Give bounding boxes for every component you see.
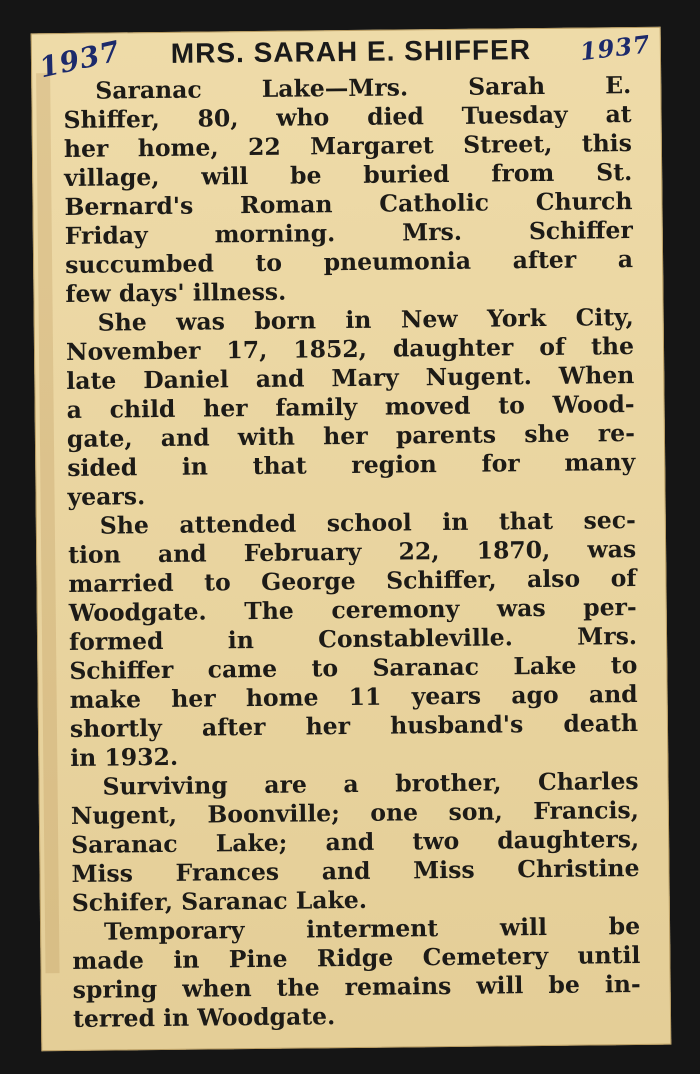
paragraph-4 bbox=[70, 767, 639, 918]
text-line: a child her family moved to Wood- bbox=[66, 390, 635, 424]
paper-stain bbox=[36, 73, 59, 973]
text-line: her home, 22 Margaret Street, this bbox=[63, 129, 633, 163]
text-line: Saranac Lake; and two daughters, bbox=[71, 824, 640, 859]
text-line: Schiffer came to Saranac Lake to bbox=[69, 651, 638, 685]
text-line: Woodgate. The ceremony was per- bbox=[68, 593, 637, 627]
text-line: Miss Frances and Miss Christine bbox=[71, 853, 640, 888]
text-line: Saranac Lake—Mrs. Sarah E. bbox=[95, 71, 632, 105]
text-line: succumbed to pneumonia after a bbox=[64, 245, 634, 279]
paragraph-1 bbox=[63, 71, 633, 309]
handwritten-year-left: 1937 bbox=[36, 34, 124, 85]
text-line: She attended school in that sec- bbox=[99, 506, 636, 540]
text-line: Bernard's Roman Catholic Church bbox=[64, 187, 633, 221]
headline: MRS. SARAH E. SHIFFER bbox=[170, 34, 532, 69]
text-line: tion and February 22, 1870, was bbox=[68, 535, 637, 569]
text-line: Schifer, Saranac Lake. bbox=[71, 885, 368, 917]
text-line: November 17, 1852, daughter of the bbox=[65, 332, 635, 366]
paragraph-3 bbox=[68, 506, 639, 773]
text-line: terred in Woodgate. bbox=[72, 1002, 336, 1033]
text-line: shortly after her husband's death bbox=[69, 709, 639, 743]
text-line: sided in that region for many bbox=[67, 448, 636, 482]
text-line: late Daniel and Mary Nugent. When bbox=[66, 361, 635, 395]
text-line: formed in Constableville. Mrs. bbox=[68, 622, 638, 656]
text-line: Friday morning. Mrs. Schiffer bbox=[64, 216, 633, 250]
text-line: years. bbox=[67, 482, 146, 511]
text-line: She was born in New York City, bbox=[97, 303, 634, 337]
text-line: Surviving are a brother, Charles bbox=[102, 767, 639, 801]
paragraph-2 bbox=[66, 303, 636, 512]
newspaper-clipping bbox=[31, 27, 672, 1052]
text-line: Shiffer, 80, who died Tuesday at bbox=[63, 100, 632, 134]
text-line: make her home 11 years ago and bbox=[69, 680, 638, 714]
text-line: few days' illness. bbox=[65, 277, 287, 308]
text-line: in 1932. bbox=[70, 742, 179, 772]
text-line: gate, and with her parents she re- bbox=[66, 419, 636, 453]
paragraph-5 bbox=[72, 912, 641, 1034]
handwritten-year-right: 1937 bbox=[578, 29, 653, 67]
text-line: Temporary interment will be bbox=[103, 911, 641, 946]
text-line: married to George Schiffer, also of bbox=[68, 564, 637, 598]
text-line: Nugent, Boonville; one son, Francis, bbox=[70, 796, 640, 830]
obituary-body bbox=[63, 71, 641, 1034]
text-line: village, will be buried from St. bbox=[64, 158, 633, 192]
text-line: made in Pine Ridge Cemetery until bbox=[72, 940, 641, 975]
text-line: spring when the remains will be in- bbox=[72, 969, 641, 1004]
